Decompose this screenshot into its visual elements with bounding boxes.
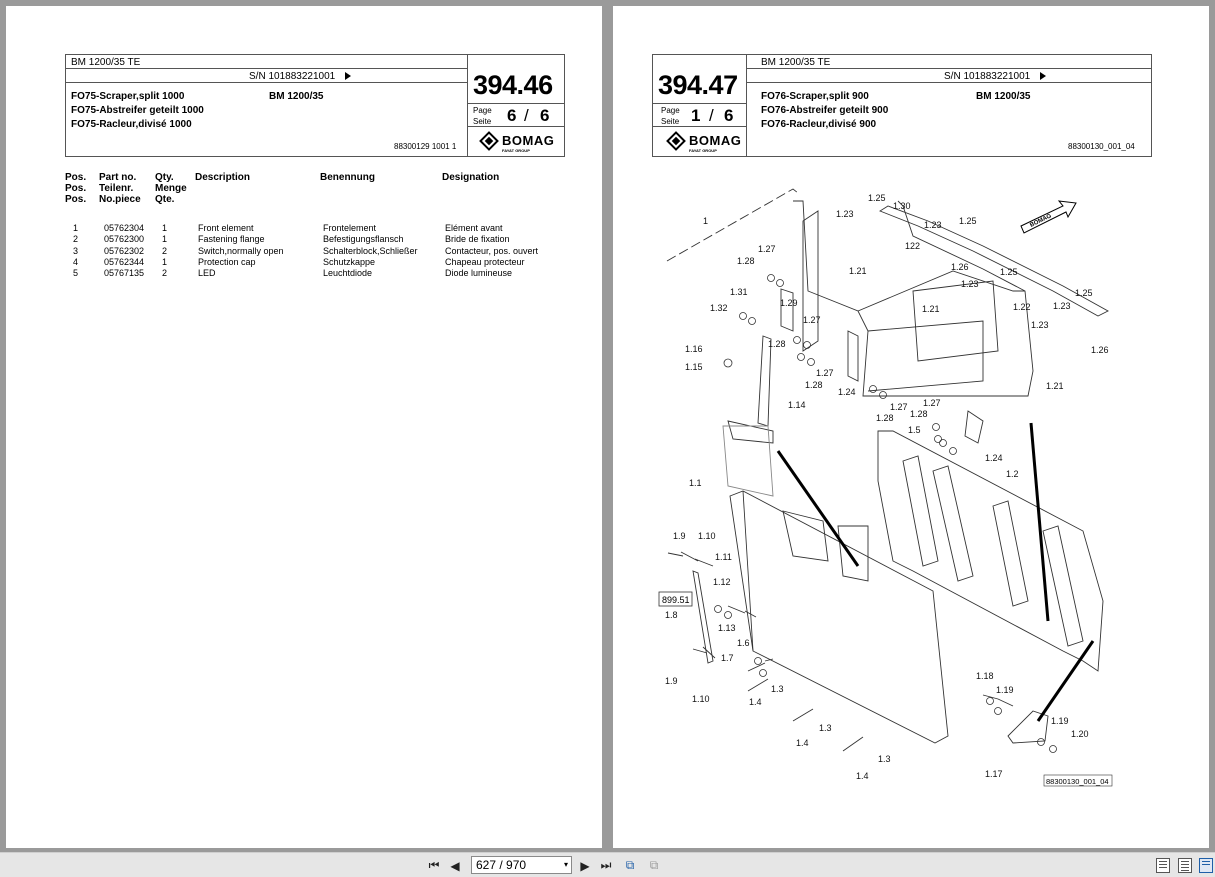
ref-box-label: 899.51 xyxy=(662,595,690,605)
title-de: FO76-Abstreifer geteilt 900 xyxy=(761,105,889,116)
bomag-logo: BOMAG FAYAT GROUP xyxy=(669,133,741,148)
callout-1-6: 1.6 xyxy=(737,638,750,648)
page-separator: / xyxy=(709,106,714,125)
callout-1-26: 1.26 xyxy=(951,262,969,272)
callout-1-12: 1.12 xyxy=(713,577,731,587)
title-de: FO75-Abstreifer geteilt 1000 xyxy=(71,105,204,116)
viewer-toolbar xyxy=(0,852,1215,877)
callout-1-28: 1.28 xyxy=(910,409,928,419)
callout-1-13: 1.13 xyxy=(718,623,736,633)
callout-1-21: 1.21 xyxy=(1046,381,1064,391)
serial-number: S/N 101883221001 xyxy=(944,71,1046,82)
page-label: Page xyxy=(661,106,680,115)
callout-1-32: 1.32 xyxy=(710,303,728,313)
first-page-icon[interactable]: ⏮ xyxy=(428,858,440,872)
serial-number: S/N 101883221001 xyxy=(249,71,351,82)
arrow-right-icon xyxy=(345,72,351,80)
callout-1-26: 1.26 xyxy=(1091,345,1109,355)
callout-1-23: 1.23 xyxy=(924,220,942,230)
bomag-mark-icon xyxy=(666,131,686,151)
page-number-input[interactable]: 627 / 970 ▾ xyxy=(471,856,572,874)
callout-1-15: 1.15 xyxy=(685,362,703,372)
next-view-icon: ⧉ xyxy=(649,858,659,872)
callout-1-10: 1.10 xyxy=(692,694,710,704)
previous-view-icon[interactable]: ⧉ xyxy=(625,858,635,872)
arrow-right-icon xyxy=(1040,72,1046,80)
page-current: 6 xyxy=(507,106,517,125)
seite-label: Seite xyxy=(661,117,680,126)
callout-1-28: 1.28 xyxy=(805,380,823,390)
callout-1-8: 1.8 xyxy=(665,610,678,620)
callout-1-27: 1.27 xyxy=(803,315,821,325)
callout-1-23: 1.23 xyxy=(961,279,979,289)
page-total: 6 xyxy=(540,106,550,125)
bomag-direction-arrow-icon xyxy=(1021,201,1076,233)
prev-page-icon[interactable]: ◀ xyxy=(450,858,460,873)
callout-1-4: 1.4 xyxy=(749,697,762,707)
model-name: BM 1200/35 xyxy=(976,91,1031,102)
callout-1-20: 1.20 xyxy=(1071,729,1089,739)
callout-1-27: 1.27 xyxy=(816,368,834,378)
callout-1-19: 1.19 xyxy=(1051,716,1069,726)
next-page-icon[interactable]: ▶ xyxy=(580,858,590,873)
callout-1-31: 1.31 xyxy=(730,287,748,297)
callout-1-11: 1.11 xyxy=(715,552,732,562)
callout-1-19: 1.19 xyxy=(996,685,1014,695)
model-name: BM 1200/35 xyxy=(269,91,324,102)
callout-1-5: 1.5 xyxy=(908,425,921,435)
bomag-mark-icon xyxy=(479,131,499,151)
callout-1-7: 1.7 xyxy=(721,653,734,663)
callout-1-14: 1.14 xyxy=(788,400,806,410)
callout-1-21: 1.21 xyxy=(849,266,867,276)
callout-1-28: 1.28 xyxy=(768,339,786,349)
callout-1-9: 1.9 xyxy=(673,531,686,541)
callout-1-30: 1.30 xyxy=(893,201,911,211)
header-block xyxy=(652,54,1152,157)
drawing-code: 88300130_001_04 xyxy=(1046,777,1109,786)
page-current: 1 xyxy=(691,106,701,125)
callout-1-24: 1.24 xyxy=(838,387,856,397)
callout-1-4: 1.4 xyxy=(856,771,869,781)
callout-1-3: 1.3 xyxy=(771,684,784,694)
callout-1-28: 1.28 xyxy=(737,256,755,266)
model-line: BM 1200/35 TE xyxy=(761,57,831,68)
doc-code: 88300129 1001 1 xyxy=(394,142,457,151)
section-number: 394.47 xyxy=(658,70,738,100)
model-line: BM 1200/35 TE xyxy=(71,57,141,68)
title-fr: FO75-Racleur,divisé 1000 xyxy=(71,119,192,130)
callout-1-25: 1.25 xyxy=(868,193,886,203)
callout-1-29: 1.29 xyxy=(780,298,798,308)
title-fr: FO76-Racleur,divisé 900 xyxy=(761,119,877,130)
callout-1: 1 xyxy=(703,216,709,226)
single-page-icon[interactable] xyxy=(1156,858,1170,873)
section-number: 394.46 xyxy=(473,70,553,100)
callout-1-17: 1.17 xyxy=(985,769,1003,779)
callout-1-25: 1.25 xyxy=(1075,288,1093,298)
callout-1-27: 1.27 xyxy=(923,398,941,408)
callout-1-10: 1.10 xyxy=(698,531,716,541)
callout-1-18: 1.18 xyxy=(976,671,994,681)
callout-1-24: 1.24 xyxy=(985,453,1003,463)
callout-1-27: 1.27 xyxy=(758,244,776,254)
callout-1-27: 1.27 xyxy=(890,402,908,412)
continuous-icon[interactable] xyxy=(1178,858,1192,873)
callout-1-16: 1.16 xyxy=(685,344,703,354)
svg-text:BOMAG: BOMAG xyxy=(1029,213,1053,229)
doc-code: 88300130_001_04 xyxy=(1068,142,1135,151)
callout-1-28: 1.28 xyxy=(876,413,894,423)
callout-1-9: 1.9 xyxy=(665,676,678,686)
page-total: 6 xyxy=(724,106,734,125)
callout-1-25: 1.25 xyxy=(959,216,977,226)
callout-1-23: 1.23 xyxy=(1031,320,1049,330)
seite-label: Seite xyxy=(473,117,492,126)
callout-122: 122 xyxy=(905,241,921,251)
page-label: Page xyxy=(473,106,492,115)
callout-1-25: 1.25 xyxy=(1000,267,1018,277)
exploded-parts-diagram xyxy=(653,181,1173,791)
callout-1-23: 1.23 xyxy=(1053,301,1071,311)
callout-1-1: 1.1 xyxy=(689,478,702,488)
callout-1-22: 1.22 xyxy=(1013,302,1031,312)
title-en: FO76-Scraper,split 900 xyxy=(761,91,869,102)
callout-1-3: 1.3 xyxy=(819,723,832,733)
bomag-logo: BOMAG FAYAT GROUP xyxy=(482,133,554,148)
left-page: BM 1200/35 TE S/N 101883221001 FO75-Scraper,split 1000 FO75-Abstreifer geteilt 1000 FO75-Racleur,divisé 1000 BM 1200/35 88300129 1001 1 394.46 Page Seite 6 / 6 BOMAG FAYAT GROUP Pos. Part no. Qty. Description Benennung Designation Pos. Teilenr. Menge Pos. No.piece Qte. 1 05762304 1 Front element Frontelement Elément avant 2 05762300 1 Fastening flange Befestigungsflansch Bride de fixation 3 05762302 2 Switch,normally open Schalterblock,Schließer Contacteur, pos. ouvert 4 05762344 1 Protection cap Schutzkappe Chapeau protecteur 5 05767135 2 LED Leuchtdiode Diode lumineuse xyxy=(6,6,602,848)
two-page-icon[interactable] xyxy=(1199,858,1213,873)
callout-1-3: 1.3 xyxy=(878,754,891,764)
right-page xyxy=(613,6,1209,848)
last-page-icon[interactable]: ⏭ xyxy=(600,858,612,872)
callout-1-21: 1.21 xyxy=(922,304,940,314)
callout-1-23: 1.23 xyxy=(836,209,854,219)
header-block xyxy=(65,54,565,157)
callout-1-4: 1.4 xyxy=(796,738,809,748)
title-en: FO75-Scraper,split 1000 xyxy=(71,91,185,102)
chevron-down-icon[interactable]: ▾ xyxy=(563,860,568,869)
page-separator: / xyxy=(524,106,529,125)
callout-1-2: 1.2 xyxy=(1006,469,1019,479)
